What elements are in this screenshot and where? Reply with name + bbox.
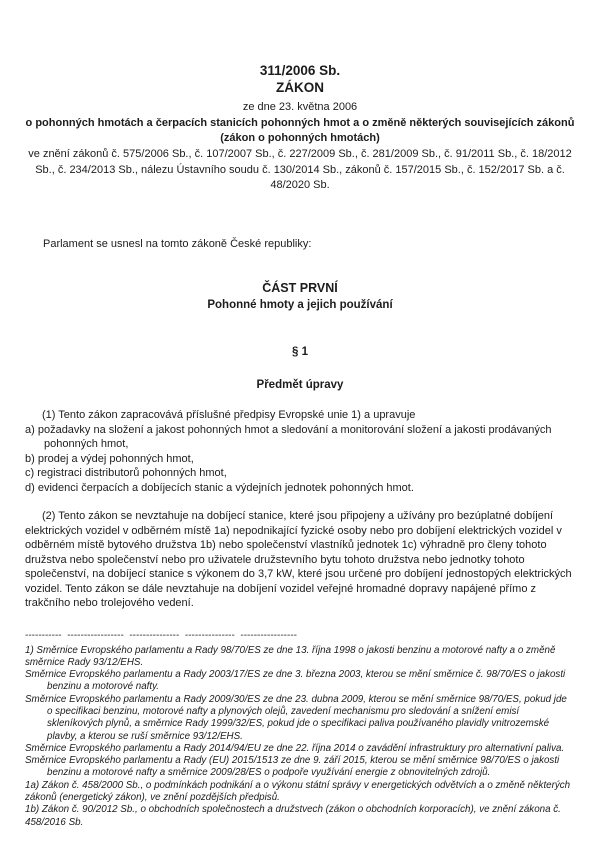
paragraph-1-item-a: a) požadavky na složení a jakost pohonných hmot a sledování a monitorování složení a jakosti prodávaných pohonných hmot, <box>25 423 552 450</box>
footnote-2: Směrnice Evropského parlamentu a Rady 2003/17/ES ze dne 3. března 2003, kterou se mění směrnice č. 98/70/ES o jakosti benzinu a motorové nafty. <box>25 669 566 693</box>
section-number: § 1 <box>292 346 308 358</box>
enactment-line: Parlament se usnesl na tomto zákoně České republiky: <box>43 237 312 250</box>
paragraph-2: (2) Tento zákon se nevztahuje na dobíjecí stanice, které jsou připojeny a užívány pro bezúplatné dobíjení elektrických vozidel v odběrném místě 1a) nepodnikající fyzické osoby nebo pro dobíjení elektrických vozidel v odběrném místě bytového družstva 1b) nebo společenství vlastníků jednotek 1c) výhradně pro členy tohoto družstva nebo společenství nebo pro uživatele družstevního bytu tohoto družstva nebo jednotky tohoto společenství, na dobíjecí stanice s výkonem do 3,7 kW, které jsou určené pro dobíjení jednostopých elektrických vozidel. Tento zákon se dále nevztahuje na dobíjení vozidel veřejné hromadné dopravy napájené přímo z trakčního nebo trolejového vedení. <box>25 510 572 609</box>
subject-line: o pohonných hmotách a čerpacích stanicích pohonných hmot a o změně některých souvisejících zákonů (zákon o pohonných hmotách) <box>25 117 575 144</box>
paragraph-1-items <box>25 423 575 496</box>
part-heading: ČÁST PRVNÍ <box>262 281 338 295</box>
section-title: Předmět úpravy <box>256 379 344 391</box>
footnote-5: Směrnice Evropského parlamentu a Rady (EU) 2015/1513 ze dne 9. září 2015, kterou se mění směrnice 98/70/ES o jakosti benzinu a motorové nafty a směrnice 2009/28/ES o podpoře využívání energie z obnovitelných zdrojů. <box>25 755 560 779</box>
paragraph-1-item-b: b) prodej a výdej pohonných hmot, <box>25 452 194 465</box>
paragraph-1-item-c: c) registraci distributorů pohonných hmot, <box>25 467 227 479</box>
footnote-1: 1) Směrnice Evropského parlamentu a Rady 98/70/ES ze dne 13. října 1998 o jakosti benzinu a motorové nafty a o změně směrnice Rady 93/12/EHS. <box>25 644 556 668</box>
footnote-7: 1b) Zákon č. 90/2012 Sb., o obchodních společnostech a družstvech (zákon o obchodních korporacích), ve znění zákona č. 458/2016 Sb. <box>25 804 561 828</box>
part-subheading: Pohonné hmoty a jejich používání <box>207 299 393 311</box>
amendments-line: ve znění zákonů č. 575/2006 Sb., č. 107/2007 Sb., č. 227/2009 Sb., č. 281/2009 Sb., č. 91/2011 Sb., č. 18/2012 Sb., č. 234/2013 Sb., nálezu Ústavního soudu č. 130/2014 Sb., zákonů č. 157/2015 Sb., č. 152/2017 Sb. a č. 48/2020 Sb. <box>28 148 572 191</box>
law-number: 311/2006 Sb. <box>259 63 341 78</box>
footnotes-block <box>25 645 575 829</box>
law-type-label: ZÁKON <box>276 80 324 95</box>
paragraph-1-intro: (1) Tento zákon zapracovává příslušné předpisy Evropské unie 1) a upravuje <box>42 409 416 421</box>
footnote-4: Směrnice Evropského parlamentu a Rady 2014/94/EU ze dne 22. října 2014 o zavádění infrastruktury pro alternativní paliva. <box>25 742 565 754</box>
footnote-6: 1a) Zákon č. 458/2000 Sb., o podmínkách podnikání a o výkonu státní správy v energetických odvětvích a o změně některých zákonů (energetický zákon), ve znění pozdějších předpisů. <box>25 779 571 804</box>
date-line: ze dne 23. května 2006 <box>242 101 358 113</box>
footnote-3: Směrnice Evropského parlamentu a Rady 2009/30/ES ze dne 23. dubna 2009, kterou se mění směrnice 98/70/ES, pokud jde o specifikaci benzinu, motorové nafty a plynových olejů, zavedení mechanismu pro sledování a snížení emisí skleníkových plynů, a směrnice Rady 1999/32/ES, pokud jde o specifikaci paliva používaného plavidly vnitrozemské plavby, a kterou se ruší směrnice 93/12/EHS. <box>25 693 567 742</box>
footnote-separator: ----------- ----------------- --------------- --------------- ----------------- <box>25 629 297 641</box>
paragraph-1-item-d: d) evidenci čerpacích a dobíjecích stanic a výdejních jednotek pohonných hmot. <box>25 481 414 494</box>
